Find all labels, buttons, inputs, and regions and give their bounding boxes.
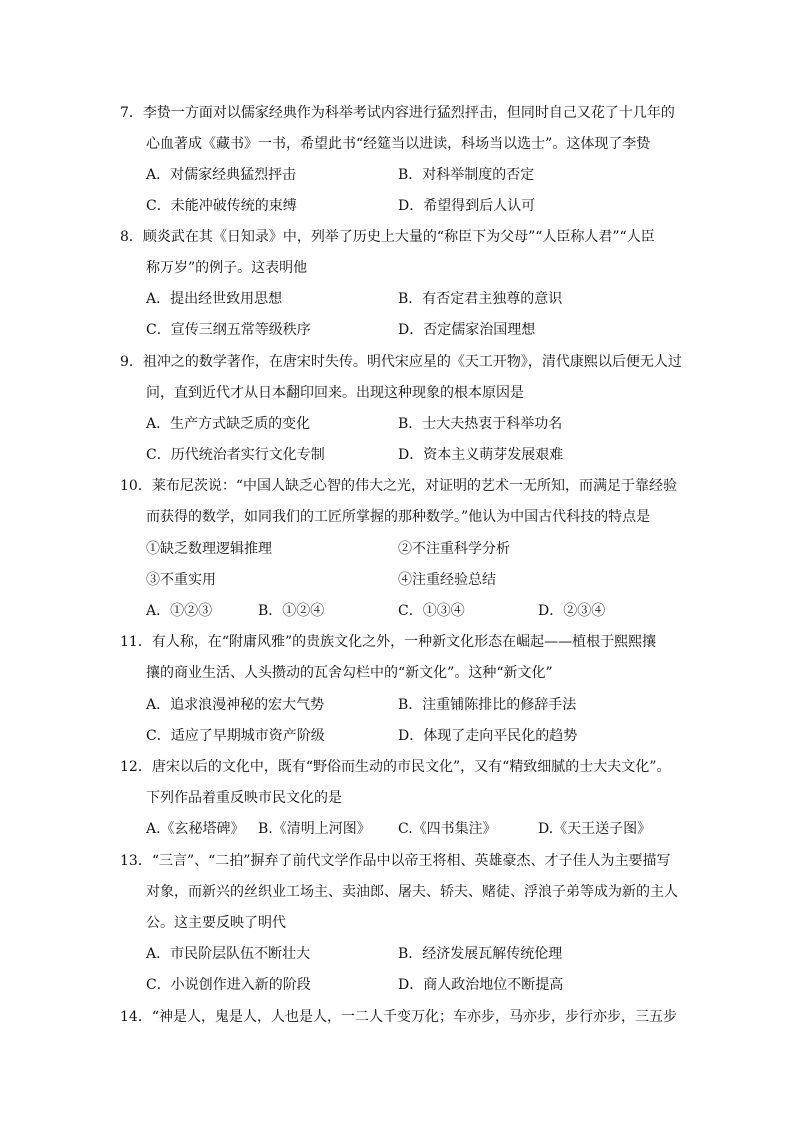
q13-option-d: D．商人政治地位不断提高 [398,977,564,993]
q13-stem-line-2: 对象，而新兴的丝织业工场主、卖油郎、屠夫、轿夫、赌徒、浮浪子弟等成为新的主人 [146,884,678,900]
q7-option-d: D．希望得到后人认可 [398,198,536,214]
q10-stem-line-1: 10．莱布尼茨说：“中国人缺乏心智的伟大之光，对证明的艺术一无所知，而满足于靠经验 [120,478,677,494]
q8-option-d: D．否定儒家治国理想 [398,322,536,338]
q13-stem-line-1: 13．“三言”、“二拍”摒弃了前代文学作品中以帝王将相、英雄豪杰、才子佳人为主要描写 [120,853,671,869]
q10-item-2: ②不注重科学分析 [398,541,510,557]
q10-item-1: ①缺乏数理逻辑推理 [146,541,272,557]
q9-option-c: C．历代统治者实行文化专制 [146,447,325,463]
q7-option-c: C．未能冲破传统的束缚 [146,198,297,214]
q13-option-c: C．小说创作进入新的阶段 [146,977,311,993]
q11-stem-line-1: 11．有人称，在“附庸风雅”的贵族文化之外，一种新文化形态在崛起——植根于熙熙攘 [120,634,657,650]
q11-option-b: B．注重铺陈排比的修辞手法 [398,697,577,713]
q11-stem-line-2: 攘的商业生活、人头攒动的瓦舍勾栏中的“新文化”。这种“新文化” [146,665,553,681]
q12-option-d: D.《天王送子图》 [538,821,652,837]
q10-item-3: ③不重实用 [146,572,216,588]
q13-stem-line-3: 公。这主要反映了明代 [146,915,286,931]
q9-option-a: A．生产方式缺乏质的变化 [146,416,311,432]
q8-stem-line-1: 8．顾炎武在其《日知录》中，列举了历史上大量的“称臣下为父母”“人臣称人君”“人臣 [120,229,655,245]
q9-option-d: D．资本主义萌芽发展艰难 [398,447,564,463]
q12-stem-line-2: 下列作品着重反映市民文化的是 [146,790,342,806]
q13-option-a: A．市民阶层队伍不断壮大 [146,946,311,962]
q9-stem-line-1: 9．祖冲之的数学著作，在唐宋时失传。明代宋应星的《天工开物》，清代康熙以后便无人过 [120,354,682,370]
q11-option-d: D．体现了走向平民化的趋势 [398,728,578,744]
q7-stem-line-2: 心血著成《藏书》一书，希望此书“经筵当以进读，科场当以选士”。这体现了李贽 [146,136,651,152]
q7-option-a: A．对儒家经典猛烈抨击 [146,167,297,183]
q8-option-b: B．有否定君主独尊的意识 [398,291,563,307]
q14-stem-line-1: 14．“神是人，鬼是人，人也是人，一二人千变万化；车亦步，马亦步，步行亦步，三五步 [120,1009,677,1025]
q8-option-a: A．提出经世致用思想 [146,291,283,307]
q11-option-c: C．适应了早期城市资产阶级 [146,728,325,744]
q8-option-c: C．宣传三纲五常等级秩序 [146,322,311,338]
q10-option-b: B．①②④ [258,603,325,619]
q13-option-b: B．经济发展瓦解传统伦理 [398,946,563,962]
q9-option-b: B．士大夫热衷于科举功名 [398,416,563,432]
q10-item-4: ④注重经验总结 [398,572,496,588]
q7-option-b: B．对科举制度的否定 [398,167,535,183]
q11-option-a: A．追求浪漫神秘的宏大气势 [146,697,325,713]
q8-stem-line-2: 称万岁”的例子。这表明他 [146,260,308,276]
q12-stem-line-1: 12．唐宋以后的文化中，既有“野俗而生动的市民文化”，又有“精致细腻的士大夫文化”。 [120,759,671,775]
q10-option-d: D．②③④ [538,603,606,619]
q10-stem-line-2: 而获得的数学，如同我们的工匠所掌握的那种数学。”他认为中国古代科技的特点是 [146,509,651,525]
q9-stem-line-2: 问，直到近代才从日本翻印回来。出现这种现象的根本原因是 [146,385,524,401]
q12-option-a: A.《玄秘塔碑》 [146,821,245,837]
q10-option-c: C．①③④ [398,603,465,619]
q10-option-a: A．①②③ [146,603,213,619]
q7-stem-line-1: 7．李贽一方面对以儒家经典作为科举考试内容进行猛烈抨击，但同时自己又花了十几年的 [120,105,675,121]
q12-option-c: C.《四书集注》 [398,821,497,837]
q12-option-b: B.《清明上河图》 [258,821,371,837]
